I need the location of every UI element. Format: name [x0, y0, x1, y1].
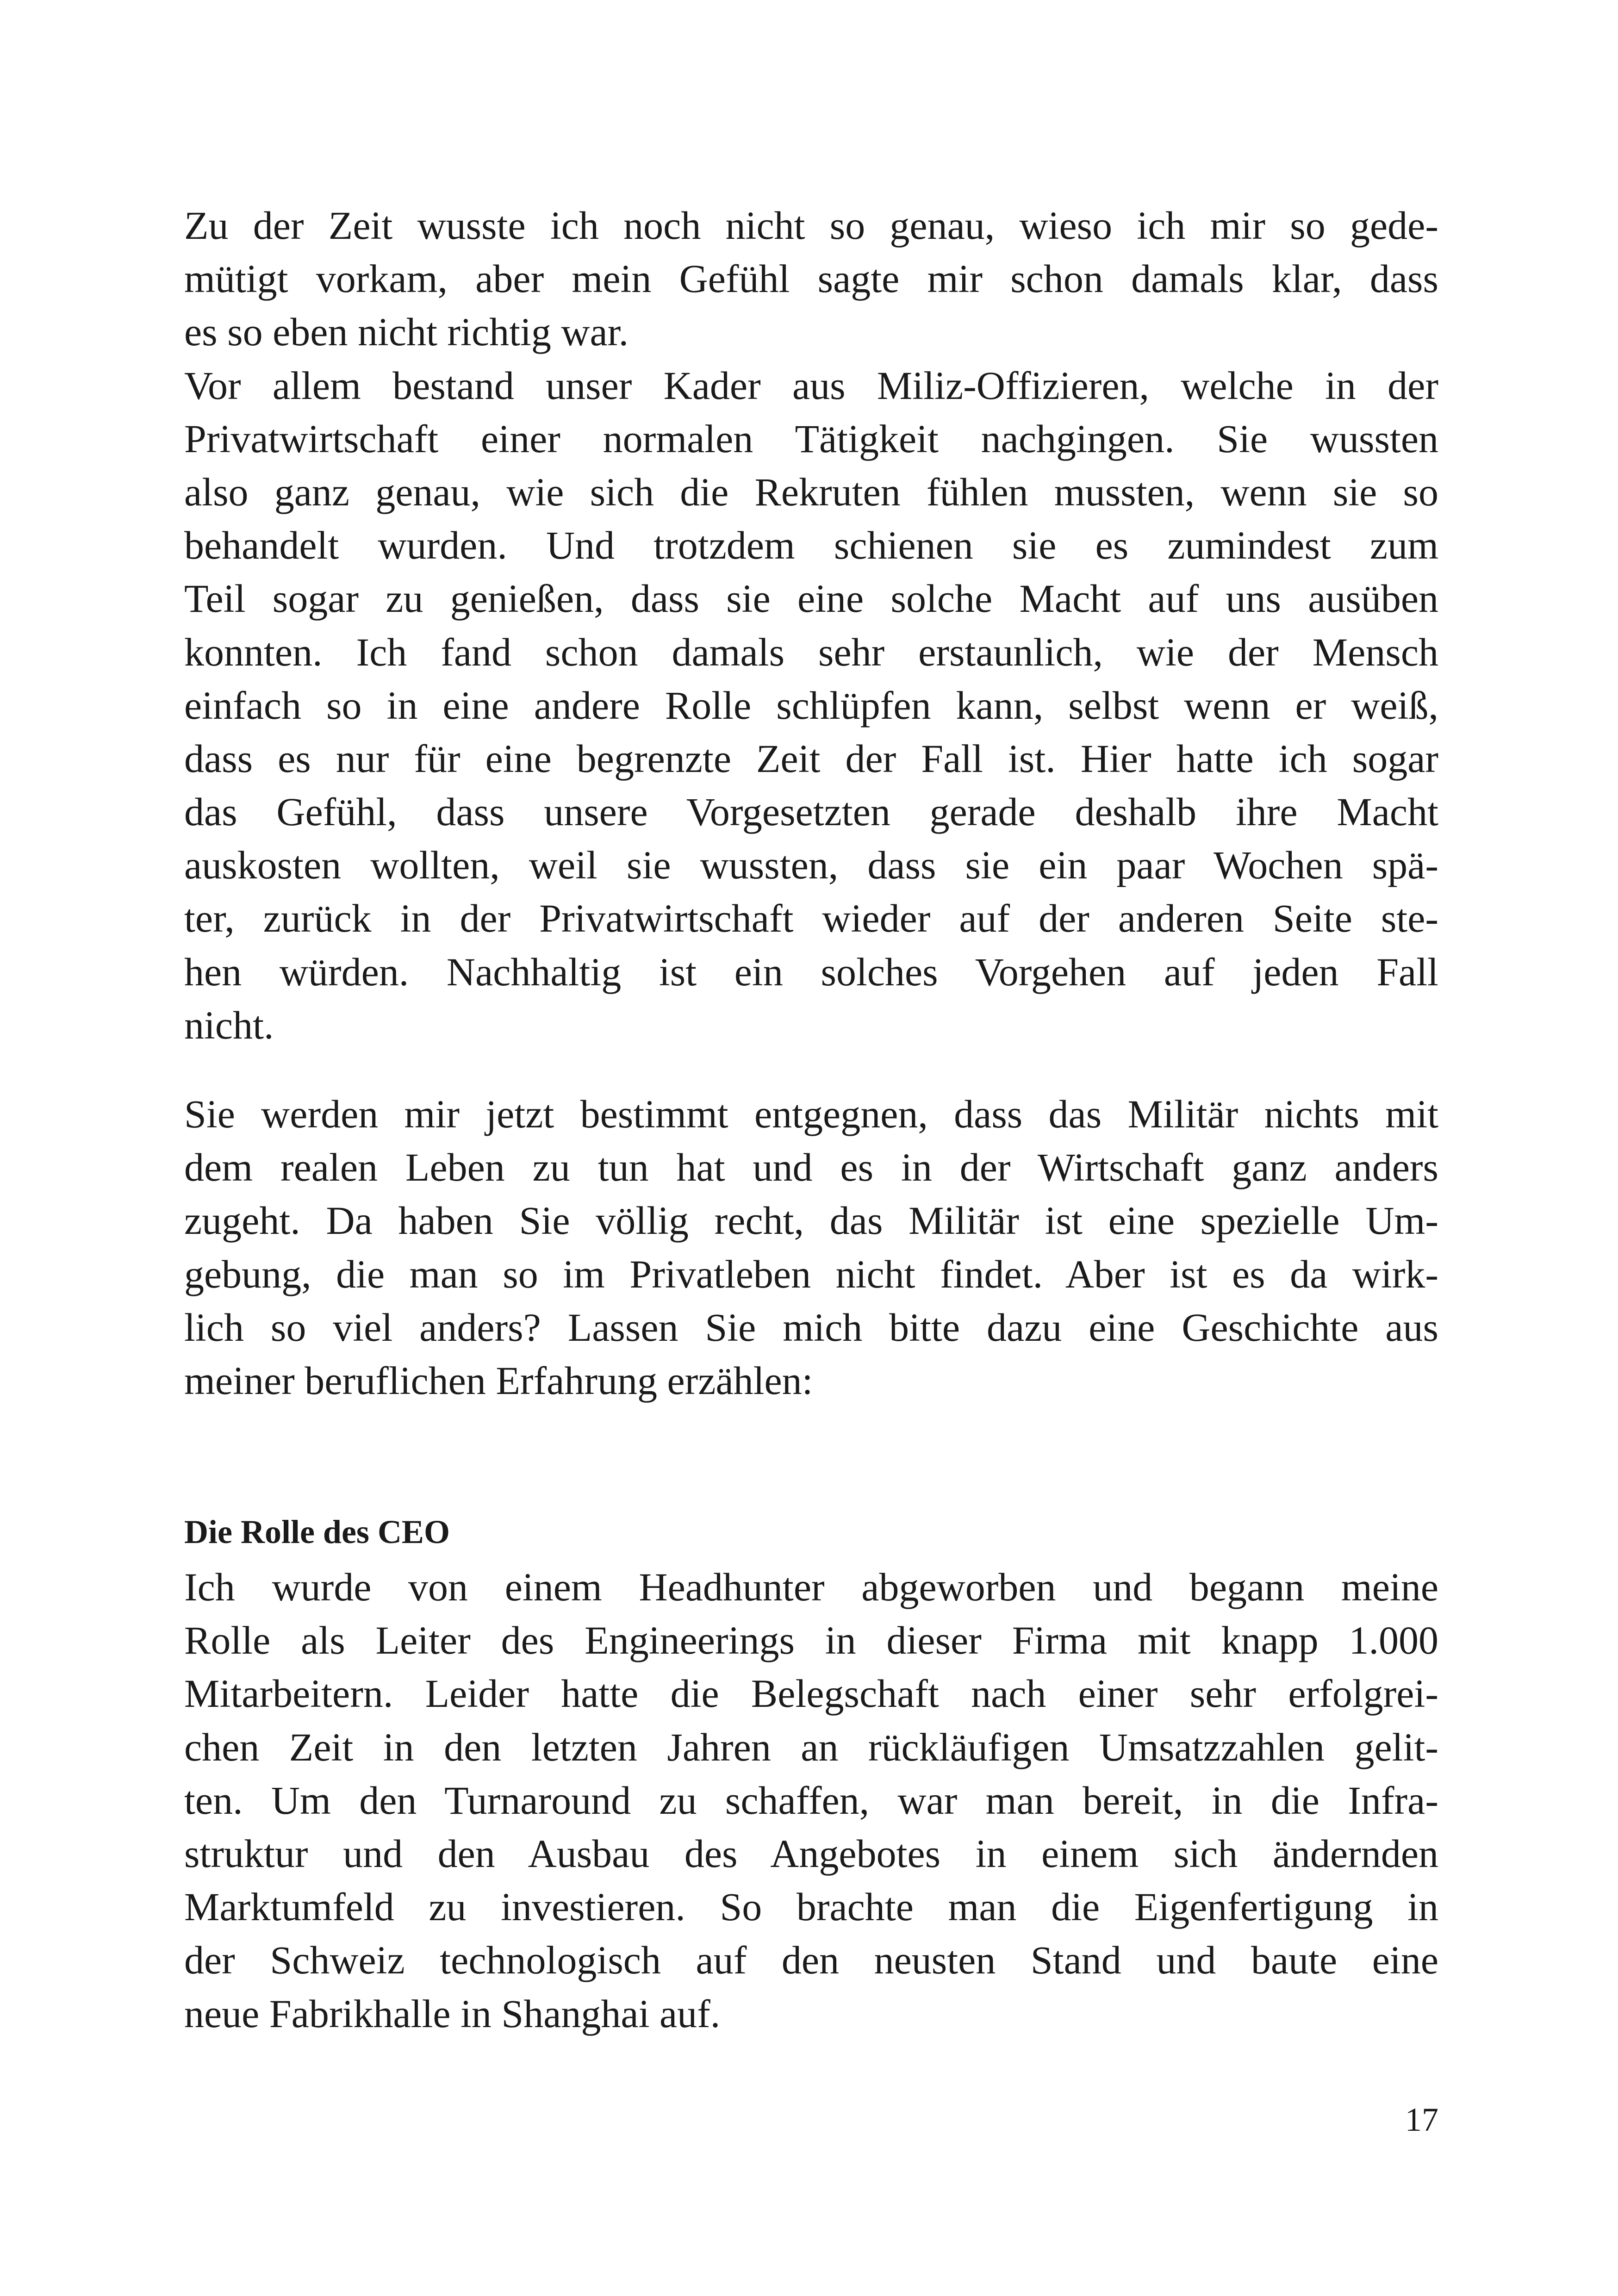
- text-line: also ganz genau, wie sich die Rekruten fühlen mussten, wenn sie so: [184, 469, 1438, 514]
- text-line: hen würden. Nachhaltig ist ein solches Vorgehen auf jeden Fall: [184, 949, 1438, 994]
- text-line: gebung, die man so im Privatleben nicht findet. Aber ist es da wirk-: [184, 1251, 1438, 1296]
- text-line: lich so viel anders? Lassen Sie mich bitte dazu eine Geschichte aus: [184, 1305, 1438, 1350]
- text-line: Teil sogar zu genießen, dass sie eine solche Macht auf uns ausüben: [184, 576, 1438, 621]
- text-line: Vor allem bestand unser Kader aus Miliz-Offizieren, welche in der: [184, 363, 1438, 408]
- text-line: mütigt vorkam, aber mein Gefühl sagte mir schon damals klar, dass: [184, 256, 1438, 301]
- section-heading: Die Rolle des CEO: [184, 1513, 450, 1550]
- text-line: zugeht. Da haben Sie völlig recht, das Militär ist eine spezielle Um-: [184, 1198, 1438, 1243]
- text-line: dem realen Leben zu tun hat und es in der Wirtschaft ganz anders: [184, 1145, 1438, 1190]
- text-line: Zu der Zeit wusste ich noch nicht so genau, wieso ich mir so gede-: [184, 203, 1438, 248]
- text-line: Ich wurde von einem Headhunter abgeworben und begann meine: [184, 1565, 1438, 1609]
- text-line: Rolle als Leiter des Engineerings in dieser Firma mit knapp 1.000: [184, 1618, 1438, 1663]
- text-line: struktur und den Ausbau des Angebotes in einem sich ändernden: [184, 1831, 1438, 1876]
- paragraph-ceo-story: [184, 1561, 1438, 2041]
- text-line: Mitarbeitern. Leider hatte die Belegschaft nach einer sehr erfolgrei-: [184, 1671, 1438, 1716]
- text-line: der Schweiz technologisch auf den neusten Stand und baute eine: [184, 1938, 1438, 1983]
- text-line: einfach so in eine andere Rolle schlüpfen kann, selbst wenn er weiß,: [184, 683, 1438, 728]
- page-number: 17: [1405, 2101, 1438, 2138]
- text-line: Marktumfeld zu investieren. So brachte man die Eigenfertigung in: [184, 1885, 1438, 1929]
- text-line: Sie werden mir jetzt bestimmt entgegnen, dass das Militär nichts mit: [184, 1092, 1438, 1136]
- text-line: ten. Um den Turnaround zu schaffen, war man bereit, in die Infra-: [184, 1778, 1438, 1823]
- text-line: dass es nur für eine begrenzte Zeit der Fall ist. Hier hatte ich sogar: [184, 736, 1438, 781]
- text-line: es so eben nicht richtig war.: [184, 310, 629, 355]
- text-line: auskosten wollten, weil sie wussten, dass sie ein paar Wochen spä-: [184, 843, 1438, 888]
- paragraph-military-cadre: [184, 199, 1438, 1052]
- text-line: meiner beruflichen Erfahrung erzählen:: [184, 1358, 813, 1403]
- text-line: das Gefühl, dass unsere Vorgesetzten gerade deshalb ihre Macht: [184, 790, 1438, 834]
- text-line: nicht.: [184, 1002, 274, 1047]
- text-line: behandelt wurden. Und trotzdem schienen sie es zumindest zum: [184, 523, 1438, 568]
- text-line: chen Zeit in den letzten Jahren an rückläufigen Umsatzzahlen gelit-: [184, 1724, 1438, 1769]
- text-line: neue Fabrikhalle in Shanghai auf.: [184, 1991, 721, 2036]
- text-line: ter, zurück in der Privatwirtschaft wieder auf der anderen Seite ste-: [184, 896, 1438, 941]
- text-line: konnten. Ich fand schon damals sehr erstaunlich, wie der Mensch: [184, 629, 1438, 674]
- paragraph-military-vs-business: [184, 1088, 1438, 1407]
- text-line: Privatwirtschaft einer normalen Tätigkeit nachgingen. Sie wussten: [184, 416, 1438, 461]
